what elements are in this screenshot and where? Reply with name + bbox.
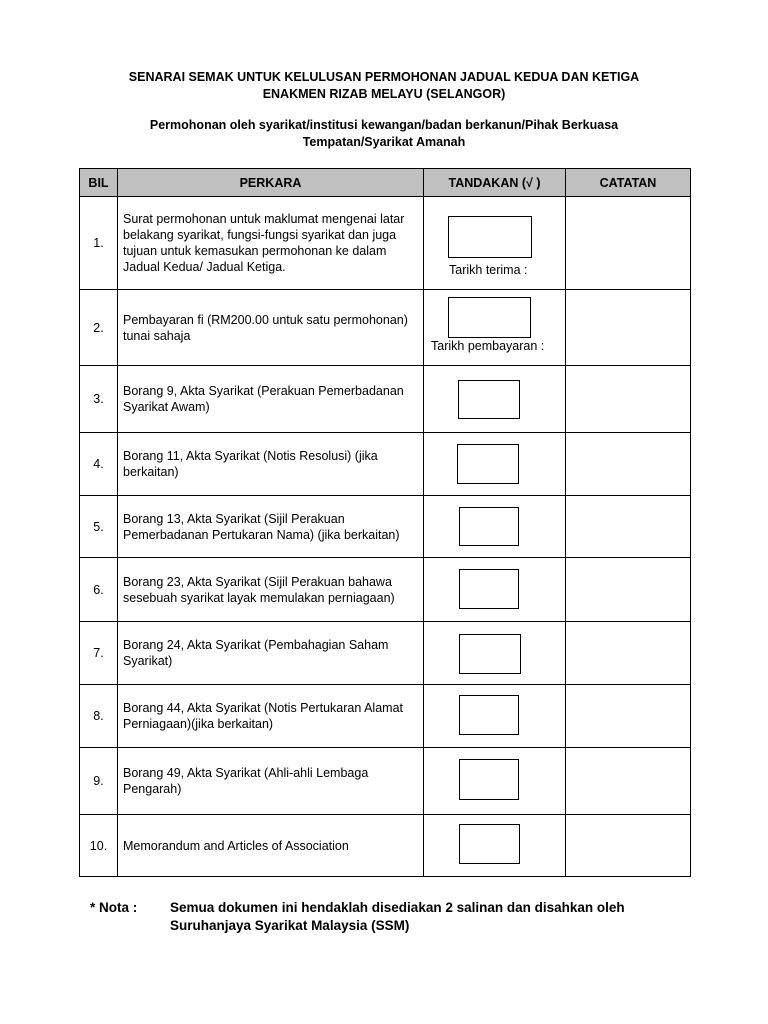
table-row — [80, 622, 691, 685]
catatan-cell[interactable] — [566, 685, 691, 748]
tick-cell — [424, 290, 566, 366]
nota-label: * Nota : — [90, 900, 138, 915]
catatan-cell[interactable] — [566, 622, 691, 685]
tick-cell — [424, 197, 566, 290]
tick-cell — [424, 622, 566, 685]
column-header-tandakan: TANDAKAN (√ ) — [424, 169, 566, 197]
column-header-perkara: PERKARA — [118, 169, 424, 197]
tick-cell — [424, 366, 566, 433]
table-row — [80, 558, 691, 622]
tick-box[interactable] — [457, 444, 519, 484]
catatan-cell[interactable] — [566, 197, 691, 290]
catatan-cell[interactable] — [566, 290, 691, 366]
subtitle-line-2: Tempatan/Syarikat Amanah — [302, 135, 466, 149]
row-number: 3. — [80, 366, 118, 433]
tick-box[interactable] — [459, 507, 519, 546]
table-row — [80, 496, 691, 558]
tick-box[interactable] — [448, 297, 531, 338]
row-number: 1. — [80, 197, 118, 290]
row-description: Borang 23, Akta Syarikat (Sijil Perakuan bahawa sesebuah syarikat layak memulakan perniagaan) — [118, 558, 424, 622]
tick-box[interactable] — [459, 634, 521, 674]
document-subtitle — [0, 117, 768, 151]
row-description: Memorandum and Articles of Association — [118, 815, 424, 877]
tick-box[interactable] — [459, 695, 519, 735]
row-number: 6. — [80, 558, 118, 622]
catatan-cell[interactable] — [566, 815, 691, 877]
column-header-catatan: CATATAN — [566, 169, 691, 197]
tick-box[interactable] — [459, 569, 519, 609]
subtitle-line-1: Permohonan oleh syarikat/institusi kewangan/badan berkanun/Pihak Berkuasa — [149, 118, 619, 132]
catatan-cell[interactable] — [566, 558, 691, 622]
table-row — [80, 433, 691, 496]
nota-line-1: Semua dokumen ini hendaklah disediakan 2 salinan dan disahkan oleh — [170, 900, 625, 915]
row-description: Pembayaran fi (RM200.00 untuk satu permohonan) tunai sahaja — [118, 290, 424, 366]
row-number: 7. — [80, 622, 118, 685]
row-number: 10. — [80, 815, 118, 877]
tick-box[interactable] — [459, 759, 519, 800]
table-row — [80, 290, 691, 366]
column-header-bil: BIL — [80, 169, 118, 197]
row-description: Surat permohonan untuk maklumat mengenai latar belakang syarikat, fungsi-fungsi syarikat dan juga tujuan untuk kemasukan permohonan ke dalam Jadual Kedua/ Jadual Ketiga. — [118, 197, 424, 290]
row-description: Borang 11, Akta Syarikat (Notis Resolusi) (jika berkaitan) — [118, 433, 424, 496]
catatan-cell[interactable] — [566, 366, 691, 433]
row-number: 4. — [80, 433, 118, 496]
catatan-cell[interactable] — [566, 496, 691, 558]
row-description: Borang 9, Akta Syarikat (Perakuan Pemerbadanan Syarikat Awam) — [118, 366, 424, 433]
tarikh-terima-label: Tarikh terima : — [449, 263, 528, 277]
table-row — [80, 748, 691, 815]
row-description: Borang 13, Akta Syarikat (Sijil Perakuan Pemerbadanan Pertukaran Nama) (jika berkaitan) — [118, 496, 424, 558]
tick-cell — [424, 815, 566, 877]
row-number: 9. — [80, 748, 118, 815]
row-number: 2. — [80, 290, 118, 366]
tarikh-pembayaran-label: Tarikh pembayaran : — [431, 339, 545, 353]
checklist-table — [79, 168, 691, 877]
nota-text — [170, 899, 730, 935]
table-row — [80, 815, 691, 877]
table-header-row — [80, 169, 691, 197]
catatan-cell[interactable] — [566, 433, 691, 496]
title-line-1: SENARAI SEMAK UNTUK KELULUSAN PERMOHONAN JADUAL KEDUA DAN KETIGA — [128, 70, 640, 84]
table-row — [80, 197, 691, 290]
row-number: 5. — [80, 496, 118, 558]
row-description: Borang 49, Akta Syarikat (Ahli-ahli Lembaga Pengarah) — [118, 748, 424, 815]
tick-box[interactable] — [458, 380, 520, 419]
tick-cell — [424, 433, 566, 496]
title-line-2: ENAKMEN RIZAB MELAYU (SELANGOR) — [262, 87, 506, 101]
row-description: Borang 24, Akta Syarikat (Pembahagian Saham Syarikat) — [118, 622, 424, 685]
table-row — [80, 685, 691, 748]
catatan-cell[interactable] — [566, 748, 691, 815]
document-title — [0, 69, 768, 103]
tick-cell — [424, 558, 566, 622]
nota-line-2: Suruhanjaya Syarikat Malaysia (SSM) — [170, 918, 410, 933]
tick-cell — [424, 496, 566, 558]
row-description: Borang 44, Akta Syarikat (Notis Pertukaran Alamat Perniagaan)(jika berkaitan) — [118, 685, 424, 748]
row-number: 8. — [80, 685, 118, 748]
tick-cell — [424, 748, 566, 815]
table-row — [80, 366, 691, 433]
tick-box[interactable] — [448, 216, 532, 258]
tick-box[interactable] — [459, 824, 520, 864]
tick-cell — [424, 685, 566, 748]
